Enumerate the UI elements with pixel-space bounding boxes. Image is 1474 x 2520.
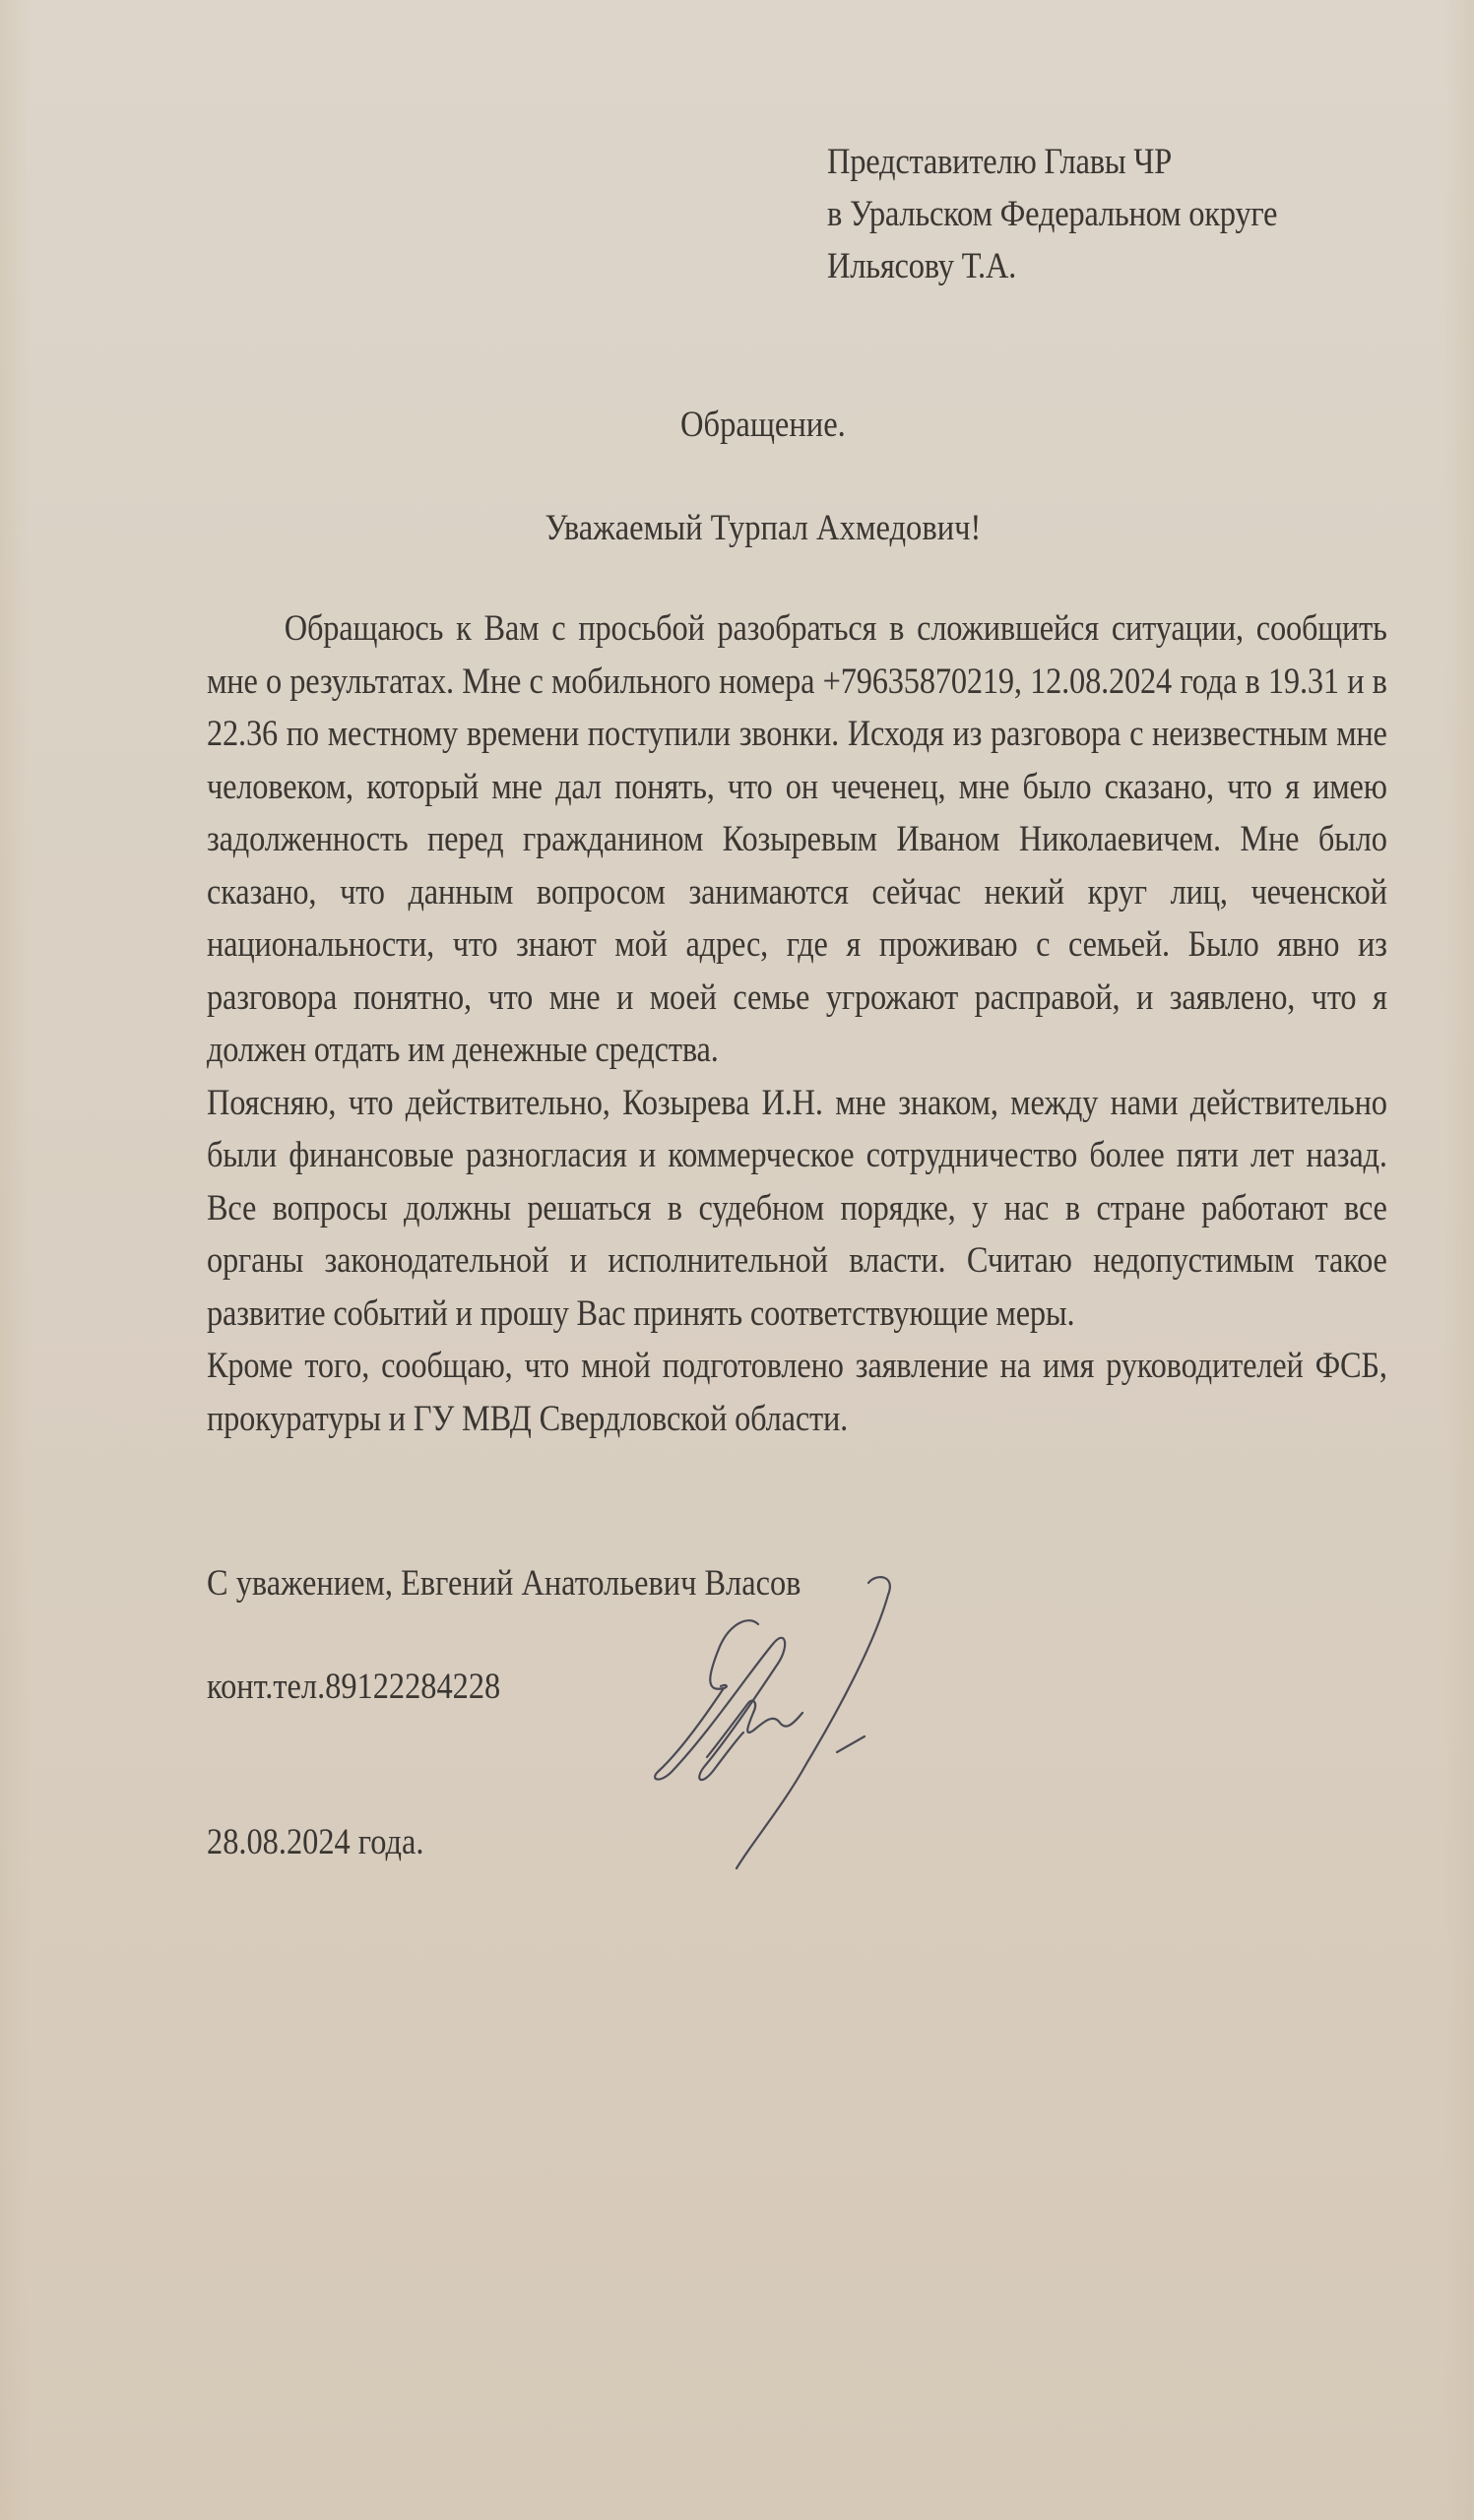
- paragraph-2: Поясняю, что действительно, Козырева И.Н. мне знаком, между нами действительно были финансовые разногласия и коммерческое сотрудничество более пяти лет назад. Все вопросы должны решаться в судебном порядке, у нас в стране работают все органы законодательной и исполнительной власти. Считаю недопустимым такое развитие событий и прошу Вас принять соответствующие меры.: [207, 1082, 1387, 1334]
- addressee-block: [827, 136, 1277, 292]
- signature-icon: [610, 1555, 906, 1870]
- addressee-line: в Уральском Федеральном округе: [827, 194, 1278, 234]
- contact-phone: конт.тел.89122284228: [207, 1667, 501, 1707]
- paragraph-1: Обращаюсь к Вам с просьбой разобраться в сложившейся ситуации, сообщить мне о результатах. Мне с мобильного номера +79635870219, 12.08.2024 года в 19.31 и в 22.36 по местному времени поступили звонки. Исходя из разговора с неизвестным мне человеком, который мне дал понять, что он чеченец, мне было сказано, что я имею задолженность перед гражданином Козыревым Иваном Николаевичем. Мне было сказано, что данным вопросом занимаются сейчас некий круг лиц, чеченской национальности, что знают мой адрес, где я проживаю с семьей. Было явно из разговора понятно, что мне и моей семье угрожают расправой, и заявлено, что я должен отдать им денежные средства.: [207, 608, 1387, 1070]
- salutation: Уважаемый Турпал Ахмедович!: [545, 508, 982, 548]
- addressee-line: Ильясову Т.А.: [827, 246, 1017, 286]
- addressee-line: Представителю Главы ЧР: [827, 142, 1173, 182]
- letter-date: 28.08.2024 года.: [207, 1822, 424, 1862]
- paragraph-3: Кроме того, сообщаю, что мной подготовлено заявление на имя руководителей ФСБ, прокуратуры и ГУ МВД Свердловской области.: [207, 1346, 1387, 1439]
- document-title: Обращение.: [680, 405, 846, 445]
- closing-line: С уважением, Евгений Анатольевич Власов: [207, 1563, 801, 1604]
- letter-body: [207, 602, 1387, 1445]
